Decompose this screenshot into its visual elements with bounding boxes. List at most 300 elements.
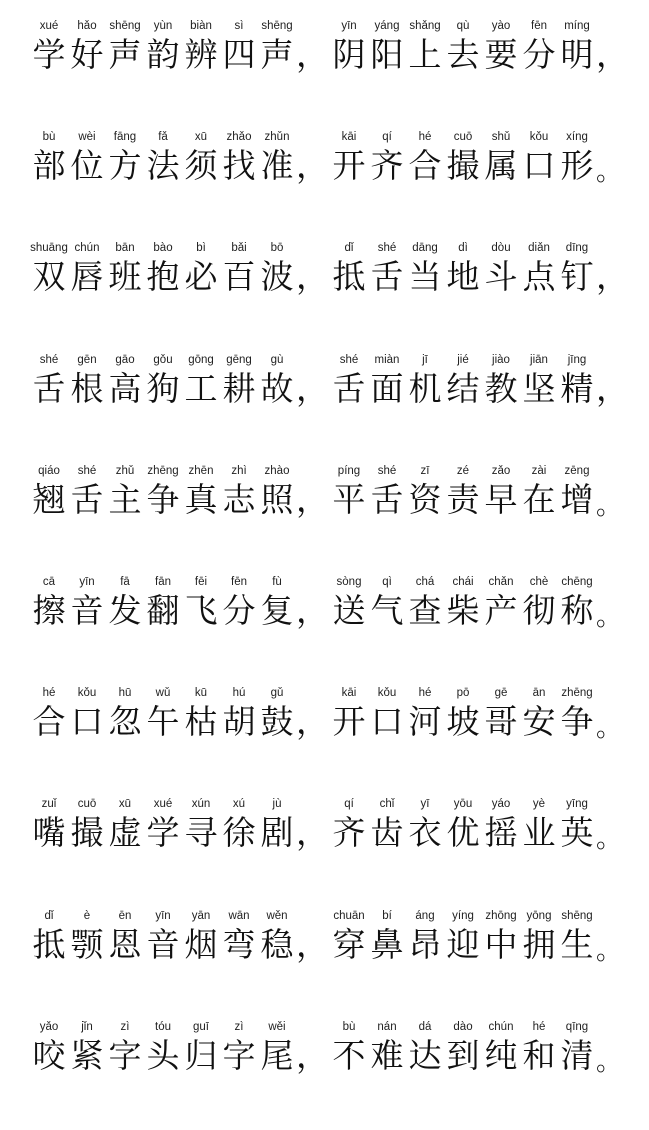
character-cell: [520, 240, 558, 298]
pinyin-annotation: gēn: [77, 353, 97, 366]
character-cell: [520, 463, 558, 521]
character-cell: [106, 352, 144, 410]
hanzi-character: 开: [332, 146, 366, 186]
character-cell: [144, 129, 182, 187]
pinyin-annotation: bí: [382, 909, 392, 922]
pinyin-annotation: bān: [115, 242, 135, 255]
hanzi-character: 齐: [332, 813, 366, 853]
character-cell: [68, 463, 106, 521]
character-cell: [220, 352, 258, 410]
hanzi-character: 弯: [222, 924, 256, 964]
pinyin-annotation: qīng: [565, 1020, 589, 1033]
character-cell: [182, 908, 220, 966]
pinyin-annotation: zhēng: [561, 687, 593, 700]
hanzi-character: 去: [446, 35, 480, 74]
hanzi-character: 分: [522, 35, 556, 74]
character-cell: [106, 685, 144, 743]
character-cell: [68, 908, 106, 966]
hanzi-character: 明: [560, 35, 594, 74]
line-end-punctuation: 。: [596, 935, 623, 966]
mid-line-comma: ，: [296, 813, 329, 853]
line-end-punctuation: 。: [596, 157, 623, 188]
hanzi-character: 合: [32, 702, 66, 742]
character-cell: [368, 796, 406, 854]
character-cell: [558, 18, 596, 76]
hanzi-character: 资: [408, 479, 442, 519]
character-cell: [30, 1019, 68, 1077]
hanzi-character: 飞: [184, 590, 218, 630]
pinyin-annotation: kāi: [341, 687, 357, 700]
line-end-punctuation: 。: [596, 713, 623, 744]
hanzi-character: 方: [108, 146, 142, 186]
pinyin-annotation: zhōng: [485, 909, 517, 922]
hanzi-character: 徐: [222, 813, 256, 853]
hanzi-character: 唇: [70, 257, 104, 297]
pinyin-annotation: zì: [234, 1020, 244, 1033]
hanzi-character: 紧: [70, 1035, 104, 1075]
pinyin-annotation: yān: [191, 909, 211, 922]
hanzi-character: 忽: [108, 702, 142, 742]
pinyin-annotation: è: [83, 909, 91, 922]
mid-line-comma: ，: [296, 590, 329, 630]
hanzi-character: 阳: [370, 35, 404, 74]
hanzi-character: 上: [408, 35, 442, 74]
hanzi-character: 尾: [260, 1035, 294, 1075]
hanzi-character: 班: [108, 257, 142, 297]
hanzi-character: 生: [560, 924, 594, 964]
pinyin-annotation: hé: [42, 687, 56, 700]
pinyin-annotation: xū: [194, 131, 208, 144]
character-cell: [330, 1019, 368, 1077]
line-end-punctuation: 。: [596, 490, 623, 521]
pinyin-annotation: xún: [191, 798, 211, 811]
hanzi-character: 舌: [370, 257, 404, 297]
character-cell: [30, 18, 68, 76]
character-cell: [258, 463, 296, 521]
poem-line: [30, 796, 630, 907]
pinyin-annotation: gēng: [226, 353, 252, 366]
pinyin-annotation: gē: [494, 687, 508, 700]
pinyin-annotation: yōu: [453, 798, 473, 811]
character-cell: [368, 574, 406, 632]
pinyin-annotation: shé: [339, 353, 359, 366]
character-cell: [520, 685, 558, 743]
hanzi-character: 钉: [560, 257, 594, 297]
pinyin-annotation: biàn: [190, 20, 212, 32]
hanzi-character: 责: [446, 479, 480, 519]
character-cell: [220, 463, 258, 521]
pinyin-annotation: jiào: [492, 353, 510, 366]
character-cell: [482, 18, 520, 76]
second-half-line: [330, 685, 596, 743]
pinyin-annotation: hé: [532, 1020, 546, 1033]
hanzi-character: 属: [484, 146, 518, 186]
pinyin-annotation: fēi: [194, 575, 208, 588]
pinyin-annotation: hú: [232, 687, 246, 700]
hanzi-character: 坚: [522, 368, 556, 408]
character-cell: [106, 129, 144, 187]
pinyin-annotation: cā: [42, 575, 56, 588]
character-cell: [444, 240, 482, 298]
poem-line: [30, 240, 630, 351]
first-half-line: [30, 240, 296, 298]
pinyin-annotation: píng: [337, 464, 361, 477]
pinyin-annotation: dào: [453, 1020, 473, 1033]
character-cell: [68, 685, 106, 743]
character-cell: [520, 796, 558, 854]
hanzi-character: 字: [222, 1035, 256, 1075]
hanzi-character: 高: [108, 368, 142, 408]
hanzi-character: 当: [408, 257, 442, 297]
hanzi-character: 发: [108, 590, 142, 630]
character-cell: [520, 574, 558, 632]
character-cell: [220, 1019, 258, 1077]
hanzi-character: 舌: [32, 368, 66, 408]
hanzi-character: 虚: [108, 813, 142, 853]
character-cell: [182, 129, 220, 187]
character-cell: [558, 463, 596, 521]
character-cell: [520, 18, 558, 76]
hanzi-character: 波: [260, 257, 294, 297]
character-cell: [444, 129, 482, 187]
pinyin-annotation: ēn: [118, 909, 132, 922]
hanzi-character: 河: [408, 702, 442, 742]
hanzi-character: 舌: [332, 368, 366, 408]
pinyin-annotation: ān: [532, 687, 546, 700]
character-cell: [368, 129, 406, 187]
pinyin-annotation: chè: [529, 575, 549, 588]
character-cell: [558, 908, 596, 966]
hanzi-character: 舌: [70, 479, 104, 519]
hanzi-character: 拥: [522, 924, 556, 964]
character-cell: [368, 240, 406, 298]
character-cell: [182, 18, 220, 76]
hanzi-character: 送: [332, 590, 366, 630]
character-cell: [30, 908, 68, 966]
hanzi-character: 优: [446, 813, 480, 853]
character-cell: [406, 352, 444, 410]
character-cell: [558, 796, 596, 854]
pinyin-annotation: hū: [118, 687, 132, 700]
pinyin-annotation: xú: [232, 798, 246, 811]
hanzi-character: 不: [332, 1035, 366, 1075]
pinyin-annotation: chái: [452, 575, 474, 588]
hanzi-character: 要: [484, 35, 518, 74]
pinyin-annotation: gù: [270, 353, 284, 366]
pinyin-annotation: qí: [382, 131, 392, 144]
character-cell: [106, 574, 144, 632]
hanzi-character: 恩: [108, 924, 142, 964]
character-cell: [482, 240, 520, 298]
pinyin-annotation: zhēn: [188, 464, 214, 477]
hanzi-character: 教: [484, 368, 518, 408]
character-cell: [258, 240, 296, 298]
character-cell: [220, 685, 258, 743]
second-half-line: [330, 18, 596, 76]
character-cell: [520, 352, 558, 410]
pinyin-annotation: zhǔn: [264, 131, 290, 144]
character-cell: [182, 463, 220, 521]
pinyin-annotation: gǒu: [153, 353, 173, 366]
pinyin-annotation: áng: [415, 909, 435, 922]
character-cell: [444, 796, 482, 854]
pinyin-annotation: bù: [42, 131, 56, 144]
hanzi-character: 分: [222, 590, 256, 630]
pinyin-annotation: shé: [77, 464, 97, 477]
pinyin-annotation: bì: [196, 242, 206, 255]
hanzi-character: 柴: [446, 590, 480, 630]
character-cell: [68, 574, 106, 632]
hanzi-character: 结: [446, 368, 480, 408]
second-half-line: [330, 796, 596, 854]
first-half-line: [30, 352, 296, 410]
hanzi-character: 到: [446, 1035, 480, 1075]
pinyin-annotation: zuǐ: [41, 798, 57, 811]
character-cell: [30, 352, 68, 410]
pinyin-annotation: yào: [491, 20, 511, 32]
hanzi-character: 彻: [522, 590, 556, 630]
character-cell: [444, 463, 482, 521]
hanzi-character: 业: [522, 813, 556, 853]
pinyin-annotation: zhì: [231, 464, 247, 477]
pinyin-annotation: gǔ: [270, 687, 284, 700]
line-end-punctuation: ，: [596, 368, 629, 408]
character-cell: [258, 796, 296, 854]
pinyin-annotation: shēng: [261, 20, 293, 32]
pinyin-annotation: zhǔ: [115, 464, 135, 477]
character-cell: [368, 463, 406, 521]
pinyin-annotation: chēng: [561, 575, 593, 588]
character-cell: [182, 1019, 220, 1077]
hanzi-character: 查: [408, 590, 442, 630]
hanzi-character: 好: [70, 35, 104, 74]
pinyin-annotation: yōng: [526, 909, 552, 922]
hanzi-character: 音: [146, 924, 180, 964]
hanzi-character: 音: [70, 590, 104, 630]
character-cell: [144, 574, 182, 632]
character-cell: [444, 18, 482, 76]
hanzi-character: 鼻: [370, 924, 404, 964]
character-cell: [482, 796, 520, 854]
pinyin-annotation: fù: [272, 575, 282, 588]
hanzi-character: 舌: [370, 479, 404, 519]
character-cell: [406, 685, 444, 743]
hanzi-character: 精: [560, 368, 594, 408]
pinyin-annotation: fēn: [231, 575, 247, 588]
hanzi-character: 嘴: [32, 813, 66, 853]
character-cell: [220, 796, 258, 854]
hanzi-character: 地: [446, 257, 480, 297]
pinyin-annotation: wěi: [268, 1020, 286, 1033]
hanzi-character: 达: [408, 1035, 442, 1075]
pinyin-annotation: jù: [272, 798, 282, 811]
pinyin-poem: [30, 18, 630, 1130]
character-cell: [68, 18, 106, 76]
hanzi-character: 头: [146, 1035, 180, 1075]
pinyin-annotation: sì: [234, 20, 244, 32]
hanzi-character: 根: [70, 368, 104, 408]
hanzi-character: 英: [560, 813, 594, 853]
character-cell: [368, 1019, 406, 1077]
hanzi-character: 主: [108, 479, 142, 519]
poem-line: [30, 18, 630, 129]
character-cell: [330, 129, 368, 187]
pinyin-annotation: sòng: [336, 575, 362, 588]
character-cell: [144, 908, 182, 966]
character-cell: [368, 18, 406, 76]
pinyin-annotation: shǎng: [409, 20, 441, 32]
pinyin-annotation: kāi: [341, 131, 357, 144]
pinyin-annotation: dǐ: [344, 242, 354, 255]
pinyin-annotation: bǎi: [231, 242, 247, 255]
pinyin-annotation: xū: [118, 798, 132, 811]
hanzi-character: 昂: [408, 924, 442, 964]
hanzi-character: 工: [184, 368, 218, 408]
character-cell: [558, 240, 596, 298]
pinyin-annotation: dǐ: [44, 909, 54, 922]
pinyin-annotation: shé: [377, 464, 397, 477]
character-cell: [406, 463, 444, 521]
hanzi-character: 争: [560, 702, 594, 742]
pinyin-annotation: qiáo: [38, 464, 60, 477]
character-cell: [406, 796, 444, 854]
hanzi-character: 齐: [370, 146, 404, 186]
character-cell: [406, 129, 444, 187]
hanzi-character: 合: [408, 146, 442, 186]
pinyin-annotation: yǎo: [39, 1020, 59, 1033]
character-cell: [330, 574, 368, 632]
hanzi-character: 形: [560, 146, 594, 186]
hanzi-character: 口: [522, 146, 556, 186]
character-cell: [330, 352, 368, 410]
line-end-punctuation: 。: [596, 824, 623, 855]
character-cell: [558, 685, 596, 743]
pinyin-annotation: kǒu: [377, 687, 397, 700]
hanzi-character: 纯: [484, 1035, 518, 1075]
pinyin-annotation: bào: [153, 242, 173, 255]
character-cell: [144, 463, 182, 521]
character-cell: [330, 18, 368, 76]
character-cell: [368, 352, 406, 410]
pinyin-annotation: gōng: [188, 353, 214, 366]
pinyin-annotation: hé: [418, 687, 432, 700]
pinyin-annotation: yīn: [341, 20, 357, 32]
pinyin-annotation: shuāng: [30, 242, 68, 255]
pinyin-annotation: kǒu: [529, 131, 549, 144]
character-cell: [520, 129, 558, 187]
second-half-line: [330, 1019, 596, 1077]
pinyin-annotation: jié: [457, 353, 469, 366]
character-cell: [106, 908, 144, 966]
character-cell: [330, 796, 368, 854]
character-cell: [482, 574, 520, 632]
character-cell: [330, 685, 368, 743]
character-cell: [258, 18, 296, 76]
hanzi-character: 翻: [146, 590, 180, 630]
mid-line-comma: ，: [296, 1035, 329, 1075]
character-cell: [520, 1019, 558, 1077]
character-cell: [30, 129, 68, 187]
poem-line: [30, 908, 630, 1019]
hanzi-character: 准: [260, 146, 294, 186]
hanzi-character: 归: [184, 1035, 218, 1075]
character-cell: [482, 129, 520, 187]
character-cell: [106, 463, 144, 521]
character-cell: [258, 1019, 296, 1077]
first-half-line: [30, 129, 296, 187]
hanzi-character: 找: [222, 146, 256, 186]
hanzi-character: 增: [560, 479, 594, 519]
hanzi-character: 声: [108, 35, 142, 74]
character-cell: [30, 685, 68, 743]
second-half-line: [330, 463, 596, 521]
pinyin-annotation: dá: [418, 1020, 432, 1033]
second-half-line: [330, 574, 596, 632]
character-cell: [144, 1019, 182, 1077]
character-cell: [482, 908, 520, 966]
hanzi-character: 真: [184, 479, 218, 519]
character-cell: [444, 574, 482, 632]
character-cell: [182, 352, 220, 410]
pinyin-annotation: zī: [420, 464, 430, 477]
character-cell: [330, 908, 368, 966]
character-cell: [144, 352, 182, 410]
character-cell: [30, 796, 68, 854]
pinyin-annotation: chuān: [333, 909, 365, 922]
pinyin-annotation: chǎn: [488, 575, 514, 588]
hanzi-character: 难: [370, 1035, 404, 1075]
pinyin-annotation: zhēng: [147, 464, 179, 477]
mid-line-comma: ，: [296, 924, 329, 964]
hanzi-character: 咬: [32, 1035, 66, 1075]
pinyin-annotation: míng: [564, 20, 590, 32]
hanzi-character: 擦: [32, 590, 66, 630]
pinyin-annotation: cuō: [453, 131, 473, 144]
pinyin-annotation: pō: [456, 687, 470, 700]
pinyin-annotation: wèi: [78, 131, 96, 144]
pinyin-annotation: dì: [458, 242, 468, 255]
pinyin-annotation: zhǎo: [226, 131, 252, 144]
mid-line-comma: ，: [296, 368, 329, 408]
pinyin-annotation: dīng: [565, 242, 589, 255]
hanzi-character: 双: [32, 257, 66, 297]
hanzi-character: 机: [408, 368, 442, 408]
pinyin-annotation: jǐn: [81, 1020, 93, 1033]
pinyin-annotation: chún: [488, 1020, 514, 1033]
hanzi-character: 部: [32, 146, 66, 186]
hanzi-character: 口: [70, 702, 104, 742]
character-cell: [368, 908, 406, 966]
character-cell: [444, 685, 482, 743]
pinyin-annotation: shēng: [561, 909, 593, 922]
hanzi-character: 抵: [32, 924, 66, 964]
character-cell: [220, 240, 258, 298]
hanzi-character: 抱: [146, 257, 180, 297]
character-cell: [558, 1019, 596, 1077]
hanzi-character: 中: [484, 924, 518, 964]
hanzi-character: 韵: [146, 35, 180, 74]
hanzi-character: 学: [146, 813, 180, 853]
pinyin-annotation: fāng: [113, 131, 137, 144]
character-cell: [444, 1019, 482, 1077]
hanzi-character: 剧: [260, 813, 294, 853]
hanzi-character: 必: [184, 257, 218, 297]
pinyin-annotation: cuō: [77, 798, 97, 811]
character-cell: [482, 463, 520, 521]
hanzi-character: 须: [184, 146, 218, 186]
hanzi-character: 撮: [70, 813, 104, 853]
hanzi-character: 和: [522, 1035, 556, 1075]
